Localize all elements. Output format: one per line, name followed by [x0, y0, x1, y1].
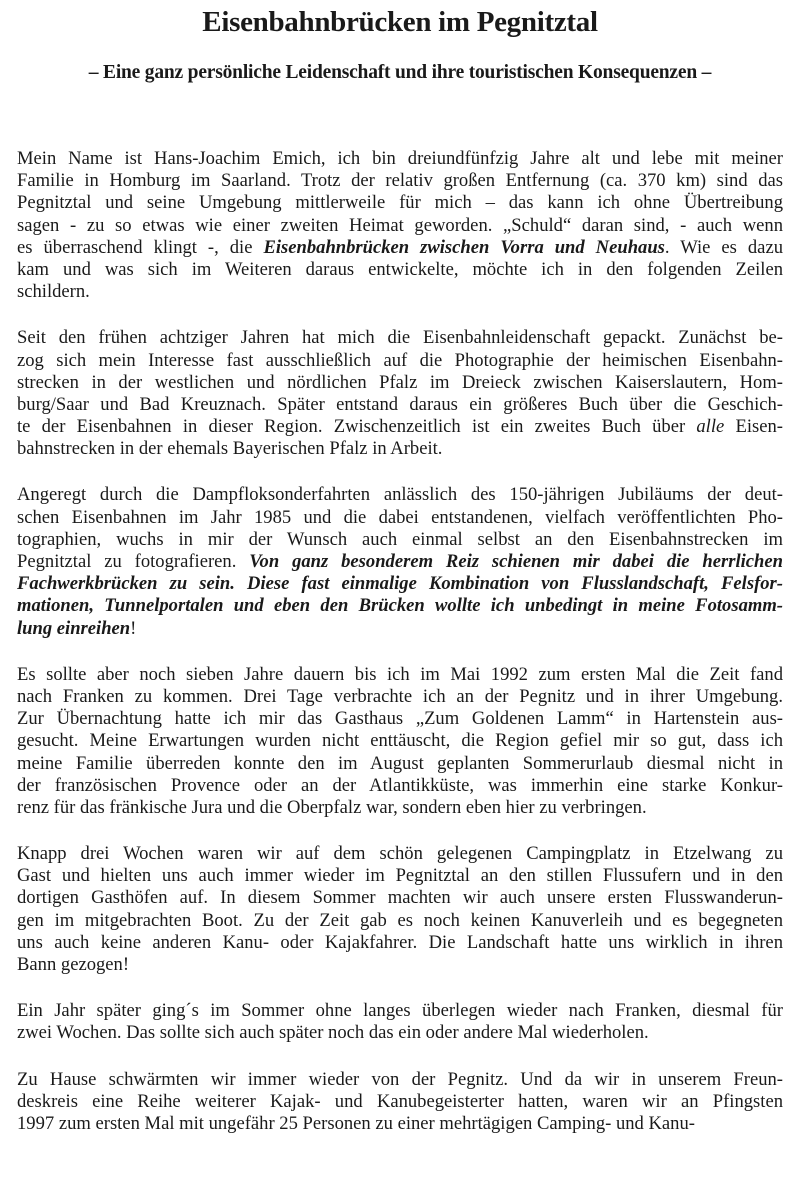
text-segment: bahnstrecken in der ehemals Bayerischen Pfalz in Arbeit.	[17, 438, 443, 460]
text-segment: dortigen Gasthöfen auf. In diesem Sommer machten wir auch unsere ersten Flusswanderun-	[17, 887, 783, 909]
text-line	[17, 327, 783, 349]
text-line	[17, 394, 783, 416]
text-segment: te der Eisenbahnen in dieser Region. Zwischenzeitlich ist ein zweites Buch über	[17, 416, 697, 438]
paragraph	[17, 148, 783, 303]
text-segment: Angeregt durch die Dampfloksonderfahrten anlässlich des 150-jährigen Jubiläums der deut-	[17, 484, 783, 506]
text-segment: Mein Name ist Hans-Joachim Emich, ich bin dreiundfünfzig Jahre alt und lebe mit meiner	[17, 148, 783, 169]
text-segment: es überraschend klingt -, die	[17, 236, 264, 258]
text-segment: kam und was sich im Weiteren daraus entwickelte, möchte ich in den folgenden Zeilen	[17, 258, 783, 280]
text-line	[17, 887, 783, 909]
text-line	[17, 843, 783, 865]
text-line	[17, 372, 783, 394]
text-segment: Ein Jahr später ging´s im Sommer ohne langes überlegen wieder nach Franken, diesmal für	[17, 1000, 783, 1022]
text-segment: Pegnitztal und seine Umgebung mittlerweile für mich – das kann ich ohne Übertreibung	[17, 192, 783, 214]
text-segment: gesucht. Meine Erwartungen wurden nicht enttäuscht, die Region gefiel mir so gut, dass ich	[17, 730, 783, 752]
text-line	[17, 1069, 783, 1091]
text-line	[17, 865, 783, 887]
text-line	[17, 932, 783, 954]
text-segment: Es sollte aber noch sieben Jahre dauern bis ich im Mai 1992 zum ersten Mal die Zeit fand	[17, 663, 783, 685]
text-line	[17, 910, 783, 932]
text-segment: uns auch keine anderen Kanu- oder Kajakfahrer. Die Landschaft hatte uns wirklich in ihren	[17, 931, 783, 953]
text-segment: Bann gezogen!	[17, 954, 130, 975]
emphasis-text: Eisenbahnbrücken zwischen Vorra und Neuhaus	[263, 236, 665, 258]
article-body	[17, 148, 783, 1159]
text-segment: meine Familie überreden konnte den im August geplanten Sommerurlaub diesmal nicht in	[17, 752, 783, 774]
text-line	[17, 551, 783, 573]
page-subtitle: – Eine ganz persönliche Leidenschaft und ihre touristischen Konsequenzen –	[88, 62, 712, 83]
text-segment: nach Franken zu kommen. Drei Tage verbrachte ich an der Pegnitz und in ihrer Umgebung.	[17, 685, 783, 707]
text-segment: Gast und hielten uns auch immer wieder im Pegnitztal an den stillen Flussufern und in den	[17, 865, 783, 887]
text-segment: renz für das fränkische Jura und die Oberpfalz war, sondern eben hier zu verbringen.	[17, 796, 647, 818]
text-line	[17, 618, 783, 640]
text-line	[17, 595, 783, 617]
text-segment: Zur Übernachtung hatte ich mir das Gasthaus „Zum Goldenen Lamm“ in Hartenstein aus-	[17, 708, 783, 730]
text-segment: Pegnitztal zu fotografieren.	[17, 551, 250, 572]
text-line	[17, 664, 783, 686]
text-line	[17, 686, 783, 708]
emphasis-text: Von ganz besonderem Reiz schienen mir dabei die herrlichen	[249, 551, 783, 572]
text-line	[17, 237, 783, 259]
text-segment: tographien, wuchs in mir der Wunsch auch einmal selbst an den Eisenbahnstrecken im	[17, 528, 783, 550]
paragraph	[17, 484, 783, 639]
text-line	[17, 797, 783, 819]
text-segment: 1997 zum ersten Mal mit ungefähr 25 Personen zu einer mehrtägigen Camping- und Kanu-	[17, 1112, 695, 1134]
text-segment: Zu Hause schwärmten wir immer wieder von der Pegnitz. Und da wir in unserem Freun-	[17, 1068, 783, 1090]
text-segment: Seit den frühen achtziger Jahren hat mich die Eisenbahnleidenschaft gepackt. Zunächst be-	[17, 327, 783, 349]
text-line	[17, 484, 783, 506]
text-segment: der französischen Provence oder an der Atlantikküste, was immerhin eine starke Konkur-	[17, 774, 783, 796]
text-line	[17, 954, 783, 976]
text-line	[17, 573, 783, 595]
text-line	[17, 438, 783, 460]
emphasis-text: mationen, Tunnelportalen und eben den Brücken wollte ich unbedingt in meine Fotosamm-	[17, 595, 783, 617]
text-segment: zog sich mein Interesse fast ausschließlich auf die Photographie der heimischen Eisenbahn-	[17, 349, 783, 371]
text-line	[17, 1113, 783, 1135]
text-segment: strecken in der westlichen und nördlichen Pfalz im Dreieck zwischen Kaiserslautern, Hom-	[17, 371, 783, 393]
text-segment: zwei Wochen. Das sollte sich auch später noch das ein oder andere Mal wiederholen.	[17, 1022, 649, 1044]
text-line	[17, 1000, 783, 1022]
text-line	[17, 708, 783, 730]
text-segment: . Wie es dazu	[664, 236, 783, 258]
text-line	[17, 416, 783, 438]
emphasis-text: lung einreihen	[17, 617, 131, 639]
text-segment: schen Eisenbahnen im Jahr 1985 und die dabei entstandenen, vielfach veröffentlichten Pho-	[17, 506, 783, 528]
text-segment: sagen - zu so etwas wie einer zweiten Heimat geworden. „Schuld“ daran sind, - auch wenn	[17, 214, 783, 236]
text-line	[17, 1022, 783, 1044]
paragraph	[17, 664, 783, 819]
text-segment: Knapp drei Wochen waren wir auf dem schön gelegenen Campingplatz in Etzelwang zu	[17, 843, 783, 865]
text-line	[17, 753, 783, 775]
paragraph	[17, 327, 783, 460]
italic-text: alle	[696, 416, 725, 438]
text-line	[17, 215, 783, 237]
emphasis-text: Fachwerkbrücken zu sein. Diese fast einmalige Kombination von Flusslandschaft, Felsfor-	[17, 573, 783, 595]
text-line	[17, 281, 783, 303]
text-segment: Familie in Homburg im Saarland. Trotz der relativ großen Entfernung (ca. 370 km) sind das	[17, 170, 783, 192]
text-line	[17, 192, 783, 214]
text-line	[17, 775, 783, 797]
text-line	[17, 148, 783, 170]
text-line	[17, 170, 783, 192]
page-title: Eisenbahnbrücken im Pegnitztal	[202, 6, 598, 38]
text-segment: !	[130, 617, 137, 639]
text-line	[17, 259, 783, 281]
text-line	[17, 1091, 783, 1113]
text-segment: deskreis eine Reihe weiterer Kajak- und Kanubegeisterter hatten, waren wir an Pfingsten	[17, 1090, 783, 1112]
text-line	[17, 529, 783, 551]
paragraph	[17, 1000, 783, 1044]
text-line	[17, 350, 783, 372]
text-segment: schildern.	[17, 281, 90, 303]
text-line	[17, 730, 783, 752]
text-segment: Eisen-	[724, 416, 783, 438]
paragraph	[17, 1069, 783, 1136]
text-segment: gen im mitgebrachten Boot. Zu der Zeit gab es noch keinen Kanuverleih und es begegneten	[17, 909, 783, 931]
paragraph	[17, 843, 783, 976]
text-segment: burg/Saar und Bad Kreuznach. Später entstand daraus ein größeres Buch über die Geschich-	[17, 393, 783, 415]
text-line	[17, 507, 783, 529]
